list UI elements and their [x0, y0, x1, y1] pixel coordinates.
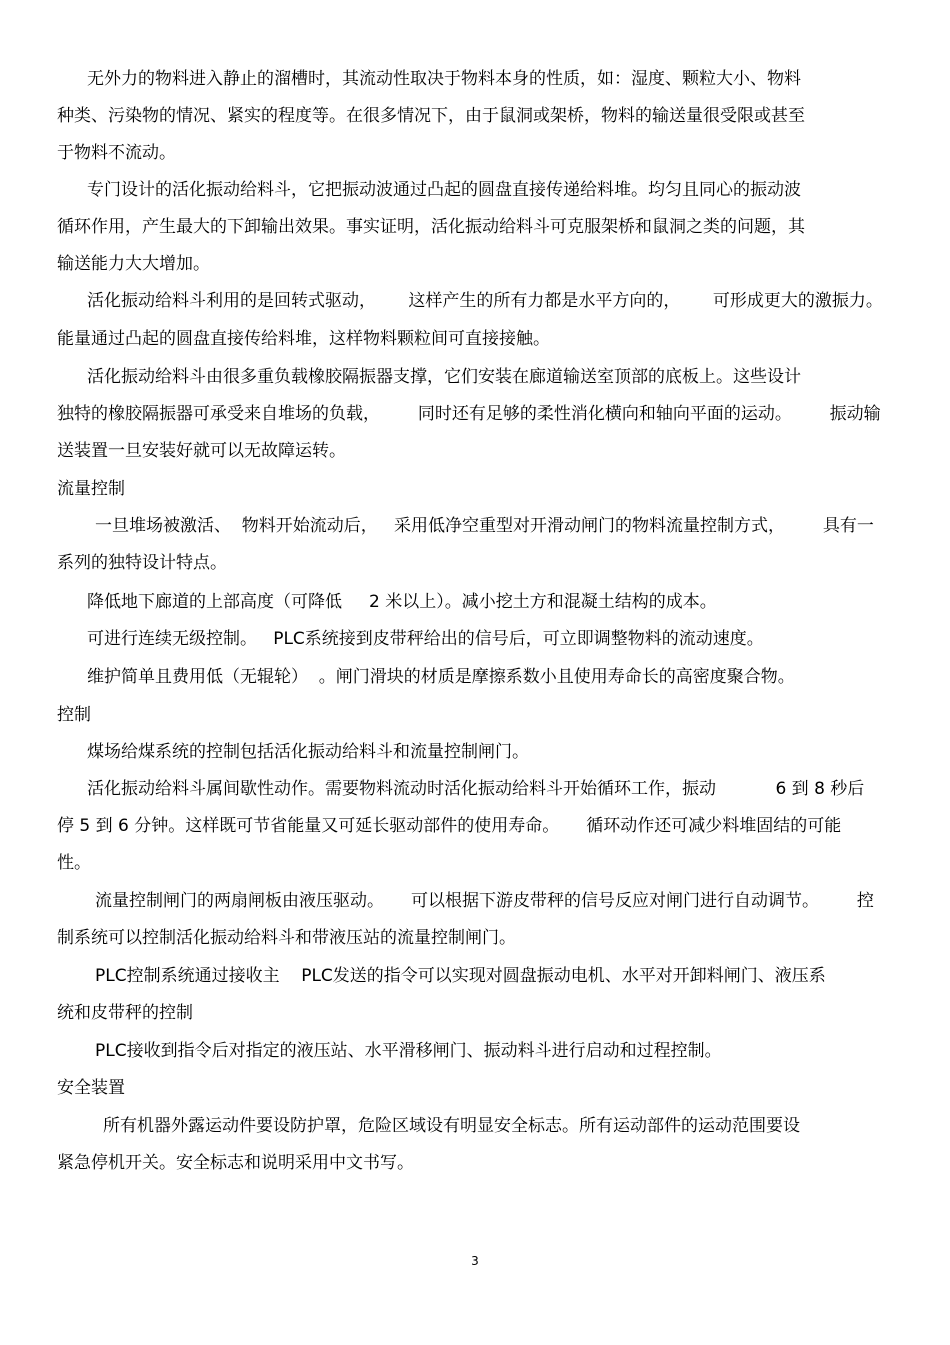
section-heading: 流量控制 — [57, 479, 125, 499]
paragraph-line: 于物料不流动。 — [57, 143, 176, 163]
paragraph-line: 种类、污染物的情况、紧实的程度等。在很多情况下，由于鼠洞或架桥，物料的输送量很受限或甚至 — [57, 106, 805, 126]
paragraph-line: 性。 — [57, 853, 91, 873]
paragraph-line: 活化振动给料斗由很多重负载橡胶隔振器支撑，它们安装在廊道输送室顶部的底板上。这些设计 — [87, 367, 801, 387]
paragraph-line: 紧急停机开关。安全标志和说明采用中文书写。 — [57, 1153, 414, 1173]
paragraph-line: PLC接收到指令后对指定的液压站、水平滑移闸门、振动料斗进行启动和过程控制。 — [95, 1041, 722, 1061]
paragraph-line: PLC控制系统通过接收主 PLC发送的指令可以实现对圆盘振动电机、水平对开卸料闸门、液压系 — [95, 966, 826, 986]
paragraph-line: 停 5 到 6 分钟。这样既可节省能量又可延长驱动部件的使用寿命。 循环动作还可减少料堆固结的可能 — [57, 816, 842, 836]
paragraph-line: 系列的独特设计特点。 — [57, 553, 227, 573]
paragraph-line: 煤场给煤系统的控制包括活化振动给料斗和流量控制闸门。 — [87, 742, 529, 762]
section-heading: 控制 — [57, 705, 91, 725]
paragraph-line: 送装置一旦安装好就可以无故障运转。 — [57, 441, 346, 461]
paragraph-line: 维护简单且费用低（无辊轮） 。闸门滑块的材质是摩擦系数小且使用寿命长的高密度聚合物。 — [87, 667, 795, 687]
paragraph-line: 输送能力大大增加。 — [57, 254, 210, 274]
paragraph-line: 流量控制闸门的两扇闸板由液压驱动。 可以根据下游皮带秤的信号反应对闸门进行自动调节。 控 — [95, 891, 874, 911]
paragraph-line: 统和皮带秤的控制 — [57, 1003, 193, 1023]
paragraph-line: 所有机器外露运动件要设防护罩，危险区域设有明显安全标志。所有运动部件的运动范围要设 — [103, 1116, 800, 1136]
paragraph-line: 能量通过凸起的圆盘直接传给料堆，这样物料颗粒间可直接接触。 — [57, 329, 550, 349]
section-heading: 安全装置 — [57, 1078, 125, 1098]
paragraph-line: 降低地下廊道的上部高度（可降低 2 米以上）。减小挖土方和混凝土结构的成本。 — [87, 592, 717, 612]
paragraph-line: 专门设计的活化振动给料斗，它把振动波通过凸起的圆盘直接传递给料堆。均匀且同心的振动波 — [87, 180, 801, 200]
page-number: 3 — [471, 1254, 479, 1268]
paragraph-line: 可进行连续无级控制。 PLC系统接到皮带秤给出的信号后，可立即调整物料的流动速度。 — [87, 629, 764, 649]
paragraph-line: 独特的橡胶隔振器可承受来自堆场的负载， 同时还有足够的柔性消化横向和轴向平面的运动。 振动输 — [57, 404, 881, 424]
paragraph-line: 活化振动给料斗利用的是回转式驱动， 这样产生的所有力都是水平方向的， 可形成更大的激振力。 — [87, 291, 883, 311]
paragraph-line: 制系统可以控制活化振动给料斗和带液压站的流量控制闸门。 — [57, 928, 516, 948]
paragraph-line: 一旦堆场被激活、 物料开始流动后， 采用低净空重型对开滑动闸门的物料流量控制方式， 具有一 — [95, 516, 874, 536]
paragraph-line: 循环作用，产生最大的下卸输出效果。事实证明，活化振动给料斗可克服架桥和鼠洞之类的问题，其 — [57, 217, 805, 237]
paragraph-line: 无外力的物料进入静止的溜槽时，其流动性取决于物料本身的性质，如：湿度、颗粒大小、物料 — [87, 69, 801, 89]
paragraph-line: 活化振动给料斗属间歇性动作。需要物料流动时活化振动给料斗开始循环工作，振动 6 到 8 秒后 — [87, 779, 865, 799]
